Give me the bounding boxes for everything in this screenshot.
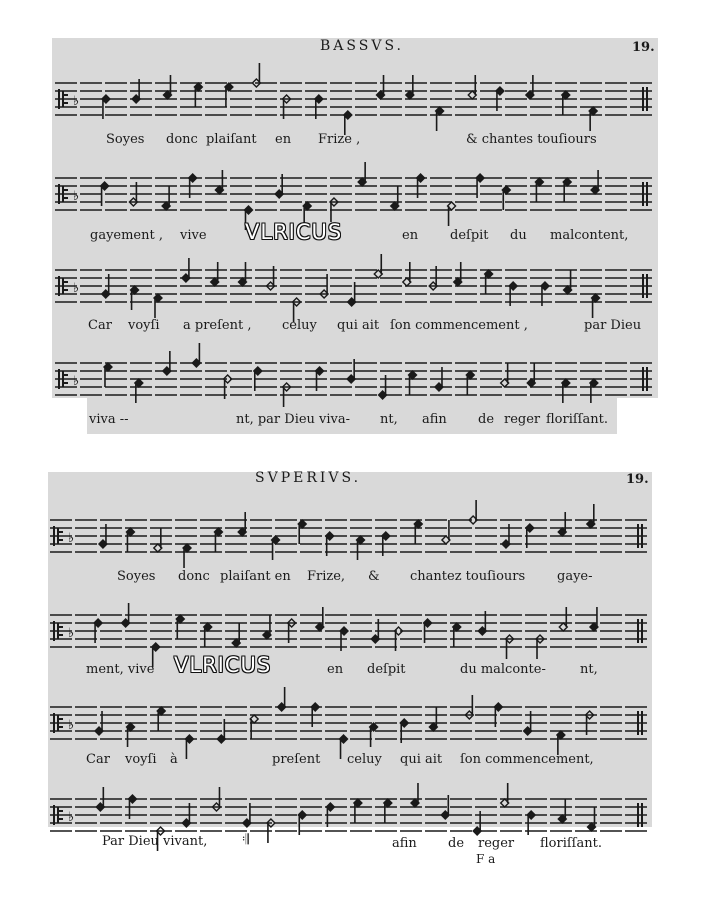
note-icon — [590, 607, 598, 631]
note-icon — [204, 623, 212, 647]
superius-lyric-2-4: du malconte- — [460, 662, 546, 677]
note-icon — [485, 270, 493, 294]
note-icon — [589, 107, 597, 131]
superius-lyric-1-5: & — [368, 569, 380, 584]
superius-lyric-1-4: Frize, — [307, 569, 346, 584]
bassus-lyric-4-5: de — [478, 412, 495, 427]
bassus-vlricus-stamp: VLRICUS — [245, 220, 343, 244]
note-icon — [250, 715, 258, 739]
bassus-lyric-4-1: viva -- — [89, 412, 129, 427]
note-icon — [563, 178, 571, 202]
superius-lyric-1-3: plaiſant en — [220, 569, 291, 584]
staff-lines — [55, 255, 653, 317]
note-icon — [429, 707, 437, 731]
note-icon — [564, 270, 572, 294]
note-icon — [591, 170, 599, 194]
bassus-lyric-4-6: reger — [504, 412, 541, 427]
note-icon — [501, 363, 509, 387]
repeat-sign-icon: 𝄇 — [242, 832, 249, 848]
superius-lyric-1-2: donc — [178, 569, 210, 584]
note-icon — [403, 262, 411, 286]
bassus-lyric-3-6: ſon commencement , — [390, 318, 528, 333]
superius-lyric-4-2: afin — [392, 836, 417, 851]
superius-lyric-3-2: voyſi — [125, 752, 157, 767]
bassus-lyric-1-2: donc — [166, 132, 198, 147]
bassus-lyric-4-4: afin — [422, 412, 447, 427]
superius-lyric-3-6: qui ait — [400, 752, 443, 767]
superius-staff-3 — [50, 692, 648, 754]
note-icon — [354, 799, 362, 823]
note-icon — [468, 75, 476, 99]
note-icon — [104, 363, 112, 387]
superius-lyric-3-1: Car — [86, 752, 110, 767]
note-icon — [454, 262, 462, 286]
superius-staff-1 — [50, 505, 648, 567]
note-icon — [263, 615, 271, 639]
note-icon — [558, 512, 566, 536]
bassus-lyric-1-6: & chantes touſiours — [466, 132, 597, 147]
note-icon — [215, 170, 223, 194]
superius-lyric-1-1: Soyes — [117, 569, 156, 584]
bassus-lyric-2-2: vive — [180, 228, 207, 243]
note-icon — [225, 83, 233, 107]
note-icon — [559, 607, 567, 631]
note-icon — [592, 294, 600, 318]
staff-lines — [50, 692, 648, 754]
note-icon — [135, 379, 143, 403]
superius-lyric-2-5: nt, — [580, 662, 598, 677]
bassus-lyric-3-5: qui ait — [337, 318, 380, 333]
note-icon — [501, 783, 509, 807]
flat-icon: ♭ — [68, 626, 75, 641]
bassus-heading: BASSVS. — [320, 38, 404, 54]
note-icon — [211, 262, 219, 286]
note-icon — [527, 363, 535, 387]
signature-mark: F a — [476, 852, 496, 866]
bassus-lyric-1-4: en — [275, 132, 292, 147]
note-icon — [374, 254, 382, 278]
note-icon — [587, 504, 595, 528]
superius-lyric-3-7: ſon commencement, — [460, 752, 594, 767]
superius-heading: SVPERIVS. — [255, 470, 362, 486]
flat-icon: ♭ — [68, 718, 75, 733]
note-icon — [127, 723, 135, 747]
note-icon — [176, 615, 184, 639]
staff-lines — [55, 348, 653, 410]
note-icon — [162, 186, 170, 210]
bassus-staff-4 — [55, 348, 653, 410]
note-icon — [448, 202, 456, 226]
superius-lyric-1-6: chantez touſiours — [410, 569, 526, 584]
note-icon — [562, 379, 570, 403]
flat-icon: ♭ — [73, 281, 80, 296]
bassus-lyric-2-6: malcontent, — [550, 228, 629, 243]
note-icon — [126, 528, 134, 552]
note-icon — [535, 178, 543, 202]
note-icon — [562, 91, 570, 115]
superius-lyric-4-5: floriſſant. — [540, 836, 602, 851]
note-icon — [558, 799, 566, 823]
superius-lyric-3-4: preſent — [272, 752, 321, 767]
note-icon — [163, 75, 171, 99]
bassus-lyric-4-3: nt, — [380, 412, 398, 427]
bassus-lyric-1-3: plaiſant — [206, 132, 257, 147]
note-icon — [377, 75, 385, 99]
bassus-lyric-3-1: Car — [88, 318, 112, 333]
staff-lines — [55, 163, 653, 225]
superius-vlricus-stamp: VLRICUS — [174, 653, 272, 677]
bassus-lyric-3-3: a preſent , — [183, 318, 252, 333]
bassus-lyric-1-5: Frize , — [318, 132, 361, 147]
note-icon — [232, 623, 240, 647]
note-icon — [453, 623, 461, 647]
flat-icon: ♭ — [73, 189, 80, 204]
superius-lyric-3-5: celuy — [347, 752, 382, 767]
note-icon — [384, 799, 392, 823]
bassus-lyric-2-1: gayement , — [90, 228, 163, 243]
superius-lyric-2-1: ment, vive — [86, 662, 155, 677]
superius-lyric-4-1: Par Dieu vivant, — [102, 834, 208, 849]
staff-lines — [55, 68, 653, 130]
note-icon — [316, 607, 324, 631]
bassus-lyric-2-4: deſpit — [450, 228, 489, 243]
note-icon — [436, 107, 444, 131]
staff-lines — [50, 505, 648, 567]
note-icon — [502, 186, 510, 210]
bassus-lyric-2-3: en — [402, 228, 419, 243]
bassus-lyric-3-7: par Dieu — [584, 318, 642, 333]
note-icon — [298, 520, 306, 544]
note-icon — [590, 379, 598, 403]
note-icon — [358, 162, 366, 186]
bassus-staff-2 — [55, 163, 653, 225]
note-icon — [154, 294, 162, 318]
note-icon — [357, 536, 365, 560]
bassus-staff-3 — [55, 255, 653, 317]
bassus-lyric-2-5: du — [510, 228, 527, 243]
note-icon — [154, 528, 162, 552]
flat-icon: ♭ — [68, 810, 75, 825]
note-icon — [442, 520, 450, 544]
bassus-lyric-4-7: floriſſant. — [546, 412, 608, 427]
note-icon — [131, 286, 139, 310]
flat-icon: ♭ — [73, 374, 80, 389]
superius-lyric-4-3: de — [448, 836, 465, 851]
staff-lines — [50, 600, 648, 662]
note-icon — [588, 807, 596, 831]
note-icon — [409, 371, 417, 395]
note-icon — [194, 83, 202, 107]
note-icon — [411, 783, 419, 807]
superius-staff-2 — [50, 600, 648, 662]
note-icon — [183, 544, 191, 568]
flat-icon: ♭ — [73, 94, 80, 109]
note-icon — [406, 75, 414, 99]
superius-lyric-2-3: deſpit — [367, 662, 406, 677]
superius-lyric-2-2: en — [327, 662, 344, 677]
superius-lyric-1-7: gaye- — [557, 569, 593, 584]
flat-icon: ♭ — [68, 531, 75, 546]
note-icon — [370, 723, 378, 747]
bassus-lyric-3-4: celuy — [282, 318, 317, 333]
note-icon — [414, 520, 422, 544]
superius-page-number: 19. — [626, 472, 649, 487]
superius-lyric-3-3: à — [170, 752, 178, 767]
note-icon — [272, 536, 280, 560]
note-icon — [214, 528, 222, 552]
note-icon — [238, 512, 246, 536]
bassus-lyric-3-2: voyſi — [128, 318, 160, 333]
note-icon — [157, 707, 165, 731]
bassus-lyric-4-2: nt, par Dieu viva- — [236, 412, 351, 427]
bassus-page-number: 19. — [632, 40, 655, 55]
bassus-staff-1 — [55, 68, 653, 130]
note-icon — [466, 371, 474, 395]
note-icon — [391, 186, 399, 210]
superius-lyric-4-4: reger — [478, 836, 515, 851]
note-icon — [526, 75, 534, 99]
note-icon — [238, 262, 246, 286]
bassus-lyric-1-1: Soyes — [106, 132, 145, 147]
